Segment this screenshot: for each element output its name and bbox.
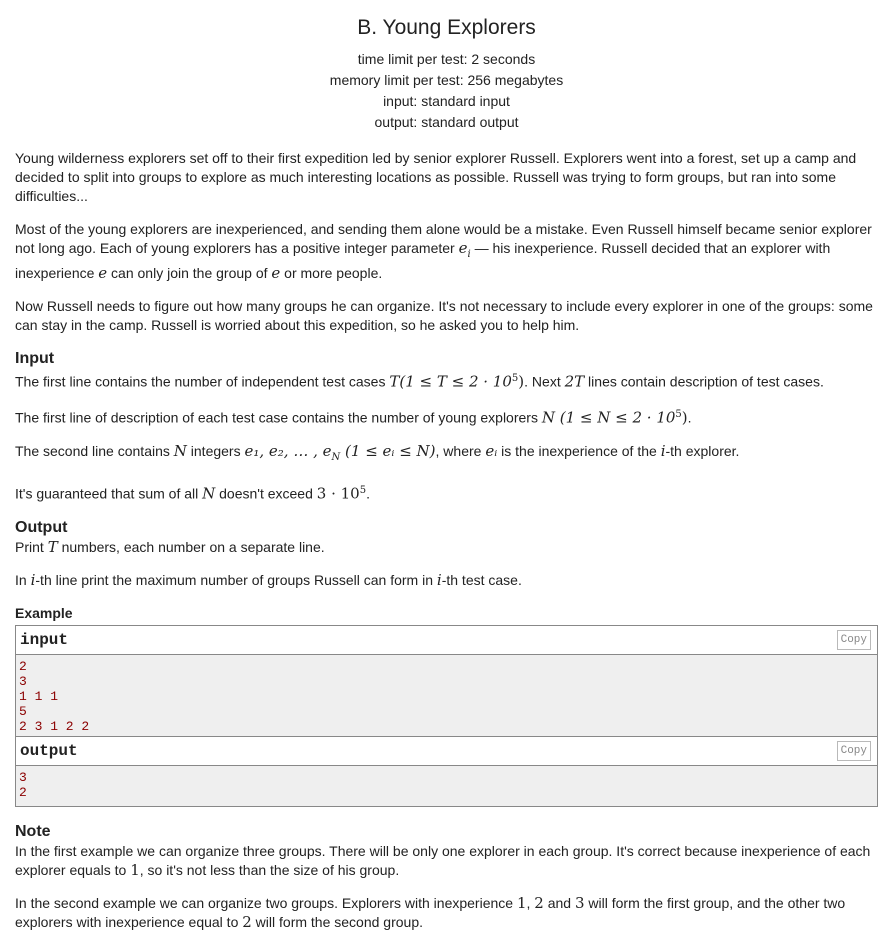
sample-input-line: 3 bbox=[19, 673, 27, 689]
text-span: In the second example we can organize two groups. Explorers with inexperience bbox=[15, 894, 517, 911]
memory-limit: memory limit per test: 256 megabytes bbox=[329, 72, 564, 88]
text-span: doesn't exceed bbox=[215, 485, 317, 502]
sample-output-label: output bbox=[20, 741, 78, 760]
problem-title: B. Young Explorers bbox=[357, 16, 536, 39]
note-paragraph-1 bbox=[15, 842, 878, 880]
math-sup: 5 bbox=[675, 409, 682, 421]
text-span: -th line print the maximum number of groups Russell can form in bbox=[35, 571, 437, 588]
copy-output-button[interactable]: Copy bbox=[837, 741, 871, 761]
text-span: . bbox=[366, 485, 370, 502]
math-num: 3 bbox=[574, 893, 585, 912]
output-line-1 bbox=[15, 538, 878, 557]
text-span: — his inexperience. Russell decided that an explorer with inexperience bbox=[15, 240, 831, 281]
sample-input-header bbox=[16, 626, 877, 655]
text-span: . bbox=[687, 410, 692, 427]
text-span: In the first example we can organize three groups. There will be only one explorer in each group. It's correct because inexperience of each explorer equals to bbox=[15, 842, 871, 878]
example-title: Example bbox=[15, 604, 73, 621]
text-span: can only join the group of bbox=[107, 264, 272, 281]
text-span: The first line of description of each test case contains the number of young explorers bbox=[15, 410, 542, 427]
math-num: 1 bbox=[130, 860, 140, 879]
text-span: -th test case. bbox=[441, 571, 522, 588]
sample-input-line: 5 bbox=[19, 703, 27, 719]
problem-header bbox=[15, 0, 878, 133]
sample-input-line: 1 1 1 bbox=[19, 688, 59, 704]
math-sub: N bbox=[331, 451, 341, 463]
legend-paragraph-1: Young wilderness explorers set off to their first expedition led by senior explorer Russell. Explorers went into a forest, set up a camp and decided to split into groups to explore as much interesting locations as possible. Russell was trying to form groups, but ran into some difficulties... bbox=[15, 150, 857, 204]
sample-output-line: 3 bbox=[19, 769, 27, 785]
math-expr: (1 ≤ eᵢ ≤ N) bbox=[340, 442, 436, 461]
text-span: , where bbox=[435, 443, 486, 460]
text-span: . Next bbox=[524, 373, 565, 390]
time-limit: time limit per test: 2 seconds bbox=[357, 51, 536, 67]
math-expr: N (1 ≤ N ≤ 2 · 10 bbox=[541, 409, 676, 428]
math-num: 2 bbox=[242, 912, 252, 931]
sample-input-body bbox=[16, 655, 877, 736]
math-sup: 5 bbox=[359, 484, 367, 496]
math-sup: 5 bbox=[511, 372, 519, 384]
legend-paragraph-3: Now Russell needs to figure out how many groups he can organize. It's not necessary to include every explorer in one of the groups: some can stay in the camp. Russell is worried about this expedition, so he asked you to help him. bbox=[15, 297, 873, 333]
input-section-title: Input bbox=[15, 349, 55, 367]
note-section-title: Note bbox=[15, 822, 51, 840]
sample-output-line: 2 bbox=[19, 784, 27, 800]
text-span: In bbox=[15, 571, 31, 588]
sample-input-line: 2 3 1 2 2 bbox=[19, 718, 90, 734]
input-file: input: standard input bbox=[383, 93, 510, 109]
output-section-title: Output bbox=[15, 518, 68, 536]
input-line-2 bbox=[15, 405, 878, 428]
sample-output-body bbox=[16, 766, 877, 806]
sample-test bbox=[15, 625, 878, 807]
math-num: 1 bbox=[516, 893, 527, 912]
text-span: Print bbox=[15, 538, 48, 555]
math-expr: T(1 ≤ T ≤ 2 · 10 bbox=[389, 372, 512, 391]
input-line-3 bbox=[15, 442, 878, 467]
math-var: eᵢ bbox=[485, 442, 498, 461]
text-span: -th explorer. bbox=[665, 443, 740, 460]
text-span: Most of the young explorers are inexperienced, and sending them alone would be a mistake. Even Russell himself became senior explorer not long ago. Each of young explorers has a positive integer parameter bbox=[15, 221, 872, 256]
math-var: N bbox=[173, 442, 187, 461]
math-var: i bbox=[30, 570, 36, 589]
output-line-2 bbox=[15, 571, 878, 590]
sample-input-line: 2 bbox=[19, 658, 27, 674]
text-span: integers bbox=[186, 443, 245, 460]
math-expr: 2T bbox=[564, 372, 585, 391]
text-span: The first line contains the number of independent test cases bbox=[15, 373, 390, 390]
math-var: e bbox=[458, 239, 468, 257]
text-span: The second line contains bbox=[15, 443, 174, 460]
text-span: , bbox=[526, 894, 535, 911]
math-expr: 3 · 10 bbox=[316, 484, 360, 503]
legend-paragraph-2 bbox=[15, 220, 878, 283]
text-span: , so it's not less than the size of his group. bbox=[139, 861, 400, 878]
math-paren: ) bbox=[681, 409, 688, 428]
copy-input-button[interactable]: Copy bbox=[837, 630, 871, 650]
math-num: 2 bbox=[534, 893, 544, 912]
text-span: will form the first group, and the other two explorers with inexperience equal to bbox=[15, 894, 846, 930]
text-span: and bbox=[543, 894, 575, 911]
output-file: output: standard output bbox=[374, 114, 519, 130]
math-var: T bbox=[47, 537, 58, 556]
math-expr: e₁, e₂, … , e bbox=[244, 442, 332, 461]
math-var: e bbox=[271, 263, 281, 282]
sample-output-header bbox=[16, 736, 877, 766]
text-span: will form the second group. bbox=[251, 913, 423, 930]
text-span: numbers, each number on a separate line. bbox=[57, 538, 325, 555]
text-span: lines contain description of test cases. bbox=[584, 373, 824, 390]
math-var: i bbox=[660, 442, 666, 461]
math-var: i bbox=[436, 570, 442, 589]
math-paren: ) bbox=[518, 372, 525, 391]
math-sub: i bbox=[467, 248, 471, 260]
text-span: is the inexperience of the bbox=[497, 443, 661, 460]
text-span: It's guaranteed that sum of all bbox=[15, 485, 203, 502]
math-var: e bbox=[98, 263, 108, 282]
input-line-1 bbox=[15, 369, 878, 392]
sample-input-label: input bbox=[20, 630, 69, 649]
note-paragraph-2 bbox=[15, 894, 878, 932]
text-span: or more people. bbox=[280, 264, 383, 281]
input-line-4 bbox=[15, 481, 878, 504]
math-var: N bbox=[202, 484, 216, 503]
